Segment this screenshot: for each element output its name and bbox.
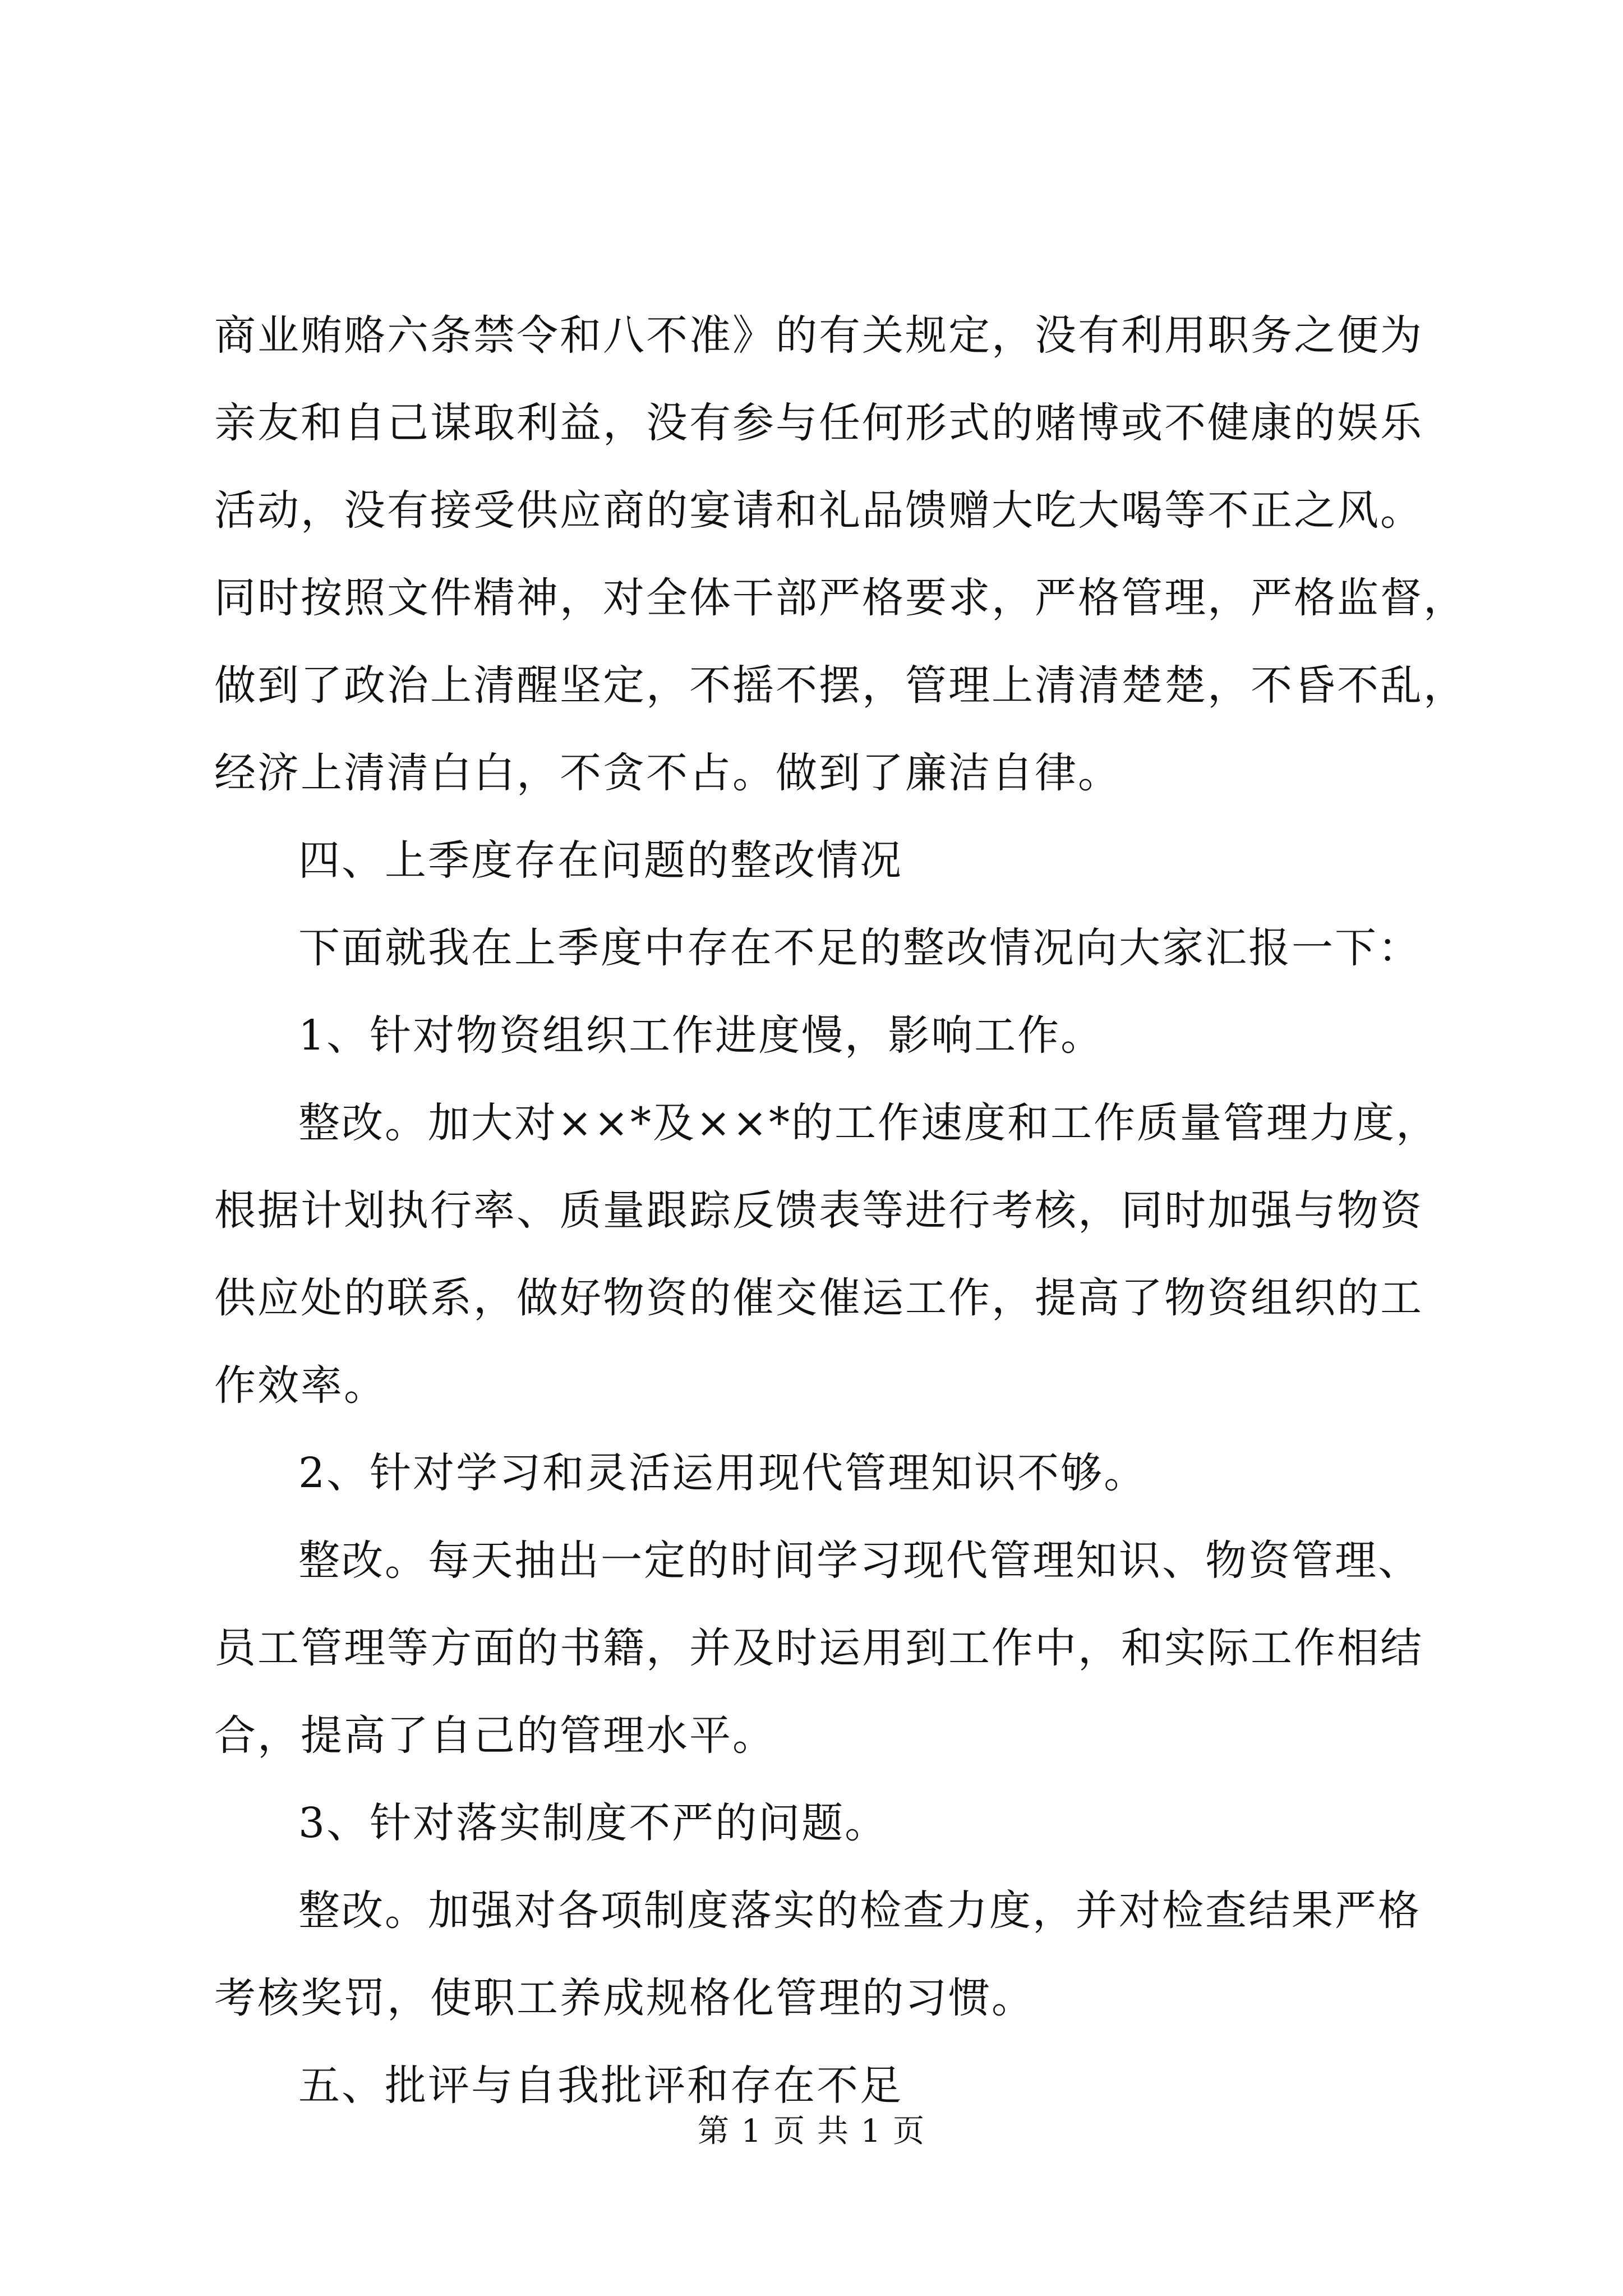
text-line: 下面就我在上季度中存在不足的整改情况向大家汇报一下：	[298, 924, 1421, 972]
page-footer: 第 1 页 共 1 页	[697, 2113, 926, 2150]
text-line: 员工管理等方面的书籍，并及时运用到工作中，和实际工作相结	[214, 1624, 1423, 1672]
text-line: 亲友和自己谋取利益，没有参与任何形式的赌博或不健康的娱乐	[214, 399, 1423, 447]
text-line: 作效率。	[214, 1361, 387, 1410]
text-line: 活动，没有接受供应商的宴请和礼品馈赠大吃大喝等不正之风。	[214, 486, 1423, 535]
text-line: 根据计划执行率、质量跟踪反馈表等进行考核，同时加强与物资	[214, 1186, 1423, 1235]
list-item: 2、针对学习和灵活运用现代管理知识不够。	[298, 1449, 1147, 1497]
text-line: 合，提高了自己的管理水平。	[214, 1711, 776, 1760]
list-item: 3、针对落实制度不严的问题。	[298, 1799, 888, 1847]
text-line: 做到了政治上清醒坚定，不摇不摆，管理上清清楚楚，不昏不乱，	[214, 661, 1467, 710]
text-line: 整改。每天抽出一定的时间学习现代管理知识、物资管理、	[298, 1536, 1421, 1585]
text-line: 整改。加强对各项制度落实的检查力度，并对检查结果严格	[298, 1887, 1421, 1935]
text-line: 供应处的联系，做好物资的催交催运工作，提高了物资组织的工	[214, 1274, 1423, 1322]
text-line: 经济上清清白白，不贪不占。做到了廉洁自律。	[214, 749, 1121, 797]
text-line: 商业贿赂六条禁令和八不准》的有关规定，没有利用职务之便为	[214, 311, 1423, 360]
text-line: 考核奖罚，使职工养成规格化管理的习惯。	[214, 1974, 1035, 2022]
text-line: 整改。加大对××*及××*的工作速度和工作质量管理力度，	[298, 1099, 1440, 1147]
document-body	[214, 292, 1467, 2129]
text-line: 同时按照文件精神，对全体干部严格要求，严格管理，严格监督，	[214, 574, 1467, 622]
list-item: 1、针对物资组织工作进度慢，影响工作。	[298, 1011, 1104, 1060]
section-heading: 四、上季度存在问题的整改情况	[298, 836, 903, 885]
section-heading: 五、批评与自我批评和存在不足	[298, 2062, 903, 2110]
